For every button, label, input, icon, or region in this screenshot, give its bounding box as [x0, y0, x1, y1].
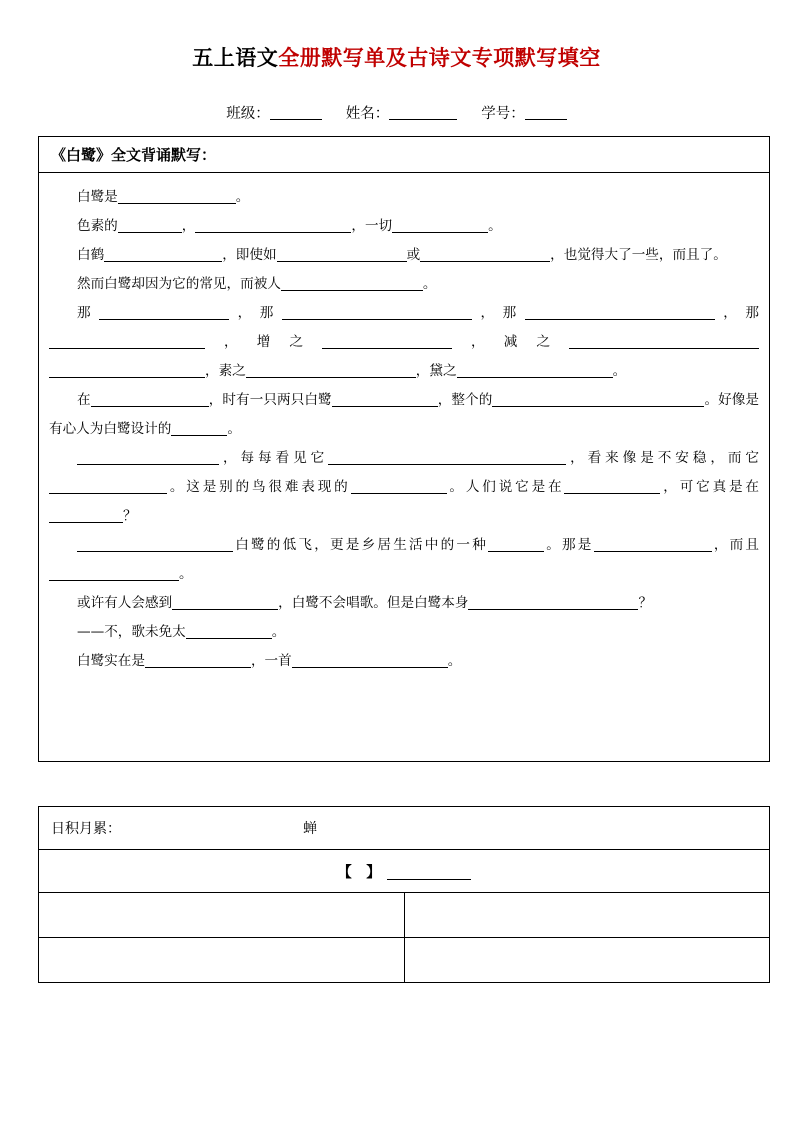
recitation-paragraph	[49, 618, 759, 647]
name-label: 姓名：	[345, 106, 390, 122]
fill-blank[interactable]	[468, 594, 638, 610]
recitation-text: 。	[271, 624, 286, 640]
recitation-paragraph	[49, 270, 759, 299]
fill-blank[interactable]	[99, 304, 229, 320]
recitation-text: ，减之	[452, 334, 569, 350]
fill-blank[interactable]	[77, 449, 219, 465]
recitation-text: 白鹭是	[77, 189, 118, 205]
page-title	[0, 44, 793, 72]
recitation-text: 然而白鹭却因为它的常见，而被人	[77, 276, 281, 292]
accumulation-title-row	[39, 807, 770, 850]
recitation-text: ，白鹭不会唱歌。但是白鹭本身	[278, 595, 469, 611]
fill-blank[interactable]	[49, 478, 167, 494]
recitation-text: ？	[123, 508, 137, 524]
fill-blank[interactable]	[569, 333, 759, 349]
fill-blank[interactable]	[49, 565, 179, 581]
fill-blank[interactable]	[420, 246, 550, 262]
fill-blank[interactable]	[49, 507, 123, 523]
recitation-text: ，即使如	[222, 247, 277, 263]
recitation-text: 。那是	[544, 537, 594, 553]
recitation-text: ，	[181, 218, 196, 234]
id-input-blank[interactable]	[525, 119, 567, 120]
fill-blank[interactable]	[457, 362, 613, 378]
recitation-text: ，整个的	[437, 392, 493, 408]
fill-blank[interactable]	[277, 246, 407, 262]
fill-blank[interactable]	[328, 449, 566, 465]
recitation-paragraph	[49, 183, 759, 212]
fill-blank[interactable]	[49, 362, 205, 378]
author-name-blank[interactable]	[387, 865, 471, 880]
recitation-text: ，而且	[711, 537, 760, 553]
class-input-blank[interactable]	[270, 119, 322, 120]
fill-blank[interactable]	[488, 536, 544, 552]
recitation-text: ，一切	[351, 218, 393, 234]
fill-blank[interactable]	[282, 304, 472, 320]
accumulation-table	[38, 806, 770, 983]
recitation-text: ，可它真是在	[660, 479, 760, 495]
recitation-text: 。	[422, 276, 437, 292]
recitation-text: ，增之	[205, 334, 322, 350]
recitation-text: 。这是别的鸟很难表现的	[167, 479, 351, 495]
verse-cell-right[interactable]	[404, 893, 770, 938]
recitation-text: ，每每看见它	[219, 450, 329, 466]
id-label: 学号：	[481, 106, 525, 122]
fill-blank[interactable]	[392, 217, 488, 233]
fill-blank[interactable]	[77, 536, 233, 552]
recitation-text: 。	[612, 363, 627, 379]
fill-blank[interactable]	[322, 333, 452, 349]
recitation-text: 。	[447, 653, 462, 669]
recitation-paragraph	[49, 386, 759, 444]
accumulation-title-cell	[39, 807, 770, 850]
recitation-box-header	[39, 137, 769, 173]
recitation-text: 。	[179, 566, 193, 582]
fill-blank[interactable]	[281, 275, 423, 291]
recitation-text: 白鹭的低飞，更是乡居生活中的一种	[233, 537, 488, 553]
recitation-paragraph	[49, 212, 759, 241]
recitation-text: ，一首	[250, 653, 292, 669]
table-row	[39, 938, 770, 983]
recitation-paragraph	[49, 241, 759, 270]
fill-blank[interactable]	[118, 188, 236, 204]
recitation-text: ——不，歌未免太	[77, 624, 186, 640]
recitation-text: ，时有一只两只白鹭	[208, 392, 332, 408]
name-input-blank[interactable]	[389, 119, 457, 120]
fill-blank[interactable]	[292, 652, 448, 668]
recitation-text: 色素的	[77, 218, 118, 234]
fill-blank[interactable]	[172, 594, 278, 610]
recitation-text: 或许有人会感到	[77, 595, 173, 611]
recitation-text: 白鹤	[77, 247, 105, 263]
page-title-prefix: 五上语文	[192, 45, 279, 70]
fill-blank[interactable]	[351, 478, 447, 494]
fill-blank[interactable]	[186, 623, 272, 639]
student-info-line	[0, 103, 793, 125]
fill-blank[interactable]	[171, 420, 227, 436]
recitation-paragraph	[49, 299, 759, 386]
recitation-text: 。	[488, 218, 502, 234]
recitation-text: ，那	[471, 305, 525, 321]
recitation-paragraph	[49, 444, 759, 531]
table-row	[39, 893, 770, 938]
verse-cell-left[interactable]	[39, 938, 405, 983]
recitation-paragraph	[49, 531, 759, 589]
recitation-box-title: 《白鹭》全文背诵默写：	[51, 146, 217, 164]
author-mark-row	[39, 850, 770, 893]
recitation-text: 在	[77, 392, 91, 408]
recitation-box	[38, 136, 770, 762]
fill-blank[interactable]	[594, 536, 712, 552]
recitation-text: 白鹭实在是	[77, 653, 145, 669]
recitation-text: 或	[406, 247, 421, 263]
recitation-text: ？	[638, 595, 653, 611]
recitation-text: 。	[235, 189, 250, 205]
recitation-text: 。好像是有心人为白鹭设计的	[49, 392, 760, 437]
recitation-text: ，看来像是不安稳，而它	[566, 450, 760, 466]
recitation-text: ，也觉得大了一些，而且了。	[550, 247, 727, 263]
page-title-main: 全册默写单及古诗文专项默写填空	[278, 45, 601, 70]
recitation-text: 。	[227, 421, 241, 437]
fill-blank[interactable]	[91, 391, 209, 407]
recitation-text: ，黛之	[415, 363, 457, 379]
recitation-text: 那	[77, 305, 100, 321]
fill-blank[interactable]	[145, 652, 251, 668]
verse-cell-right[interactable]	[404, 938, 770, 983]
fill-blank[interactable]	[525, 304, 715, 320]
recitation-paragraph	[49, 589, 759, 618]
fill-blank[interactable]	[118, 217, 182, 233]
fill-blank[interactable]	[195, 217, 351, 233]
accumulation-label: 日积月累：	[51, 821, 121, 837]
recitation-text: ，那	[714, 305, 760, 321]
recitation-paragraph	[49, 647, 759, 676]
recitation-text: ，素之	[205, 363, 246, 379]
poem-title: 蝉	[303, 821, 317, 837]
dynasty-bracket[interactable]: 【 】	[337, 863, 381, 881]
recitation-text: ，那	[229, 305, 282, 321]
fill-blank[interactable]	[49, 333, 205, 349]
class-label: 班级：	[226, 106, 270, 122]
fill-blank[interactable]	[564, 478, 660, 494]
fill-blank[interactable]	[492, 391, 704, 407]
recitation-text: 。人们说它是在	[446, 479, 565, 495]
verse-cell-left[interactable]	[39, 893, 405, 938]
recitation-box-body	[39, 173, 769, 676]
fill-blank[interactable]	[246, 362, 416, 378]
author-mark-cell	[39, 850, 770, 893]
fill-blank[interactable]	[332, 391, 438, 407]
fill-blank[interactable]	[104, 246, 222, 262]
